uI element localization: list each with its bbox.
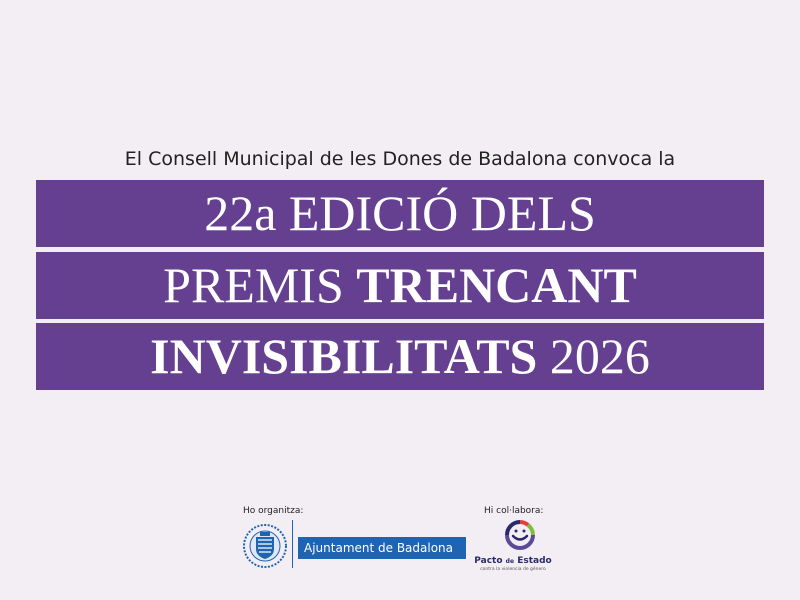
title-band-3 — [36, 323, 764, 390]
organizer-label: Ho organitza: — [243, 506, 304, 516]
title-line-3-bold: INVISIBILITATS — [150, 328, 538, 384]
title-line-2-bold: TRENCANT — [356, 257, 637, 313]
collaborator-label: Hi col·labora: — [484, 506, 544, 516]
title-line-1: 22a EDICIÓ DELS — [204, 185, 596, 241]
title-band-1 — [36, 180, 764, 247]
intro-text: El Consell Municipal de les Dones de Badalona convoca la — [124, 148, 676, 170]
pacto-de-estado-tagline: contra la violencia de género — [480, 567, 546, 572]
ajuntament-logo-text: Ajuntament de Badalona — [298, 537, 466, 559]
pacto-de-estado-logo-icon — [498, 515, 542, 555]
title-line-3-regular: 2026 — [537, 328, 650, 384]
badalona-seal-icon — [242, 523, 288, 569]
pacto-de-estado-name: Pacto de Estado — [474, 556, 552, 566]
title-line-2-regular: PREMIS — [163, 257, 357, 313]
title-band-2 — [36, 252, 764, 319]
organizer-divider — [292, 520, 293, 568]
